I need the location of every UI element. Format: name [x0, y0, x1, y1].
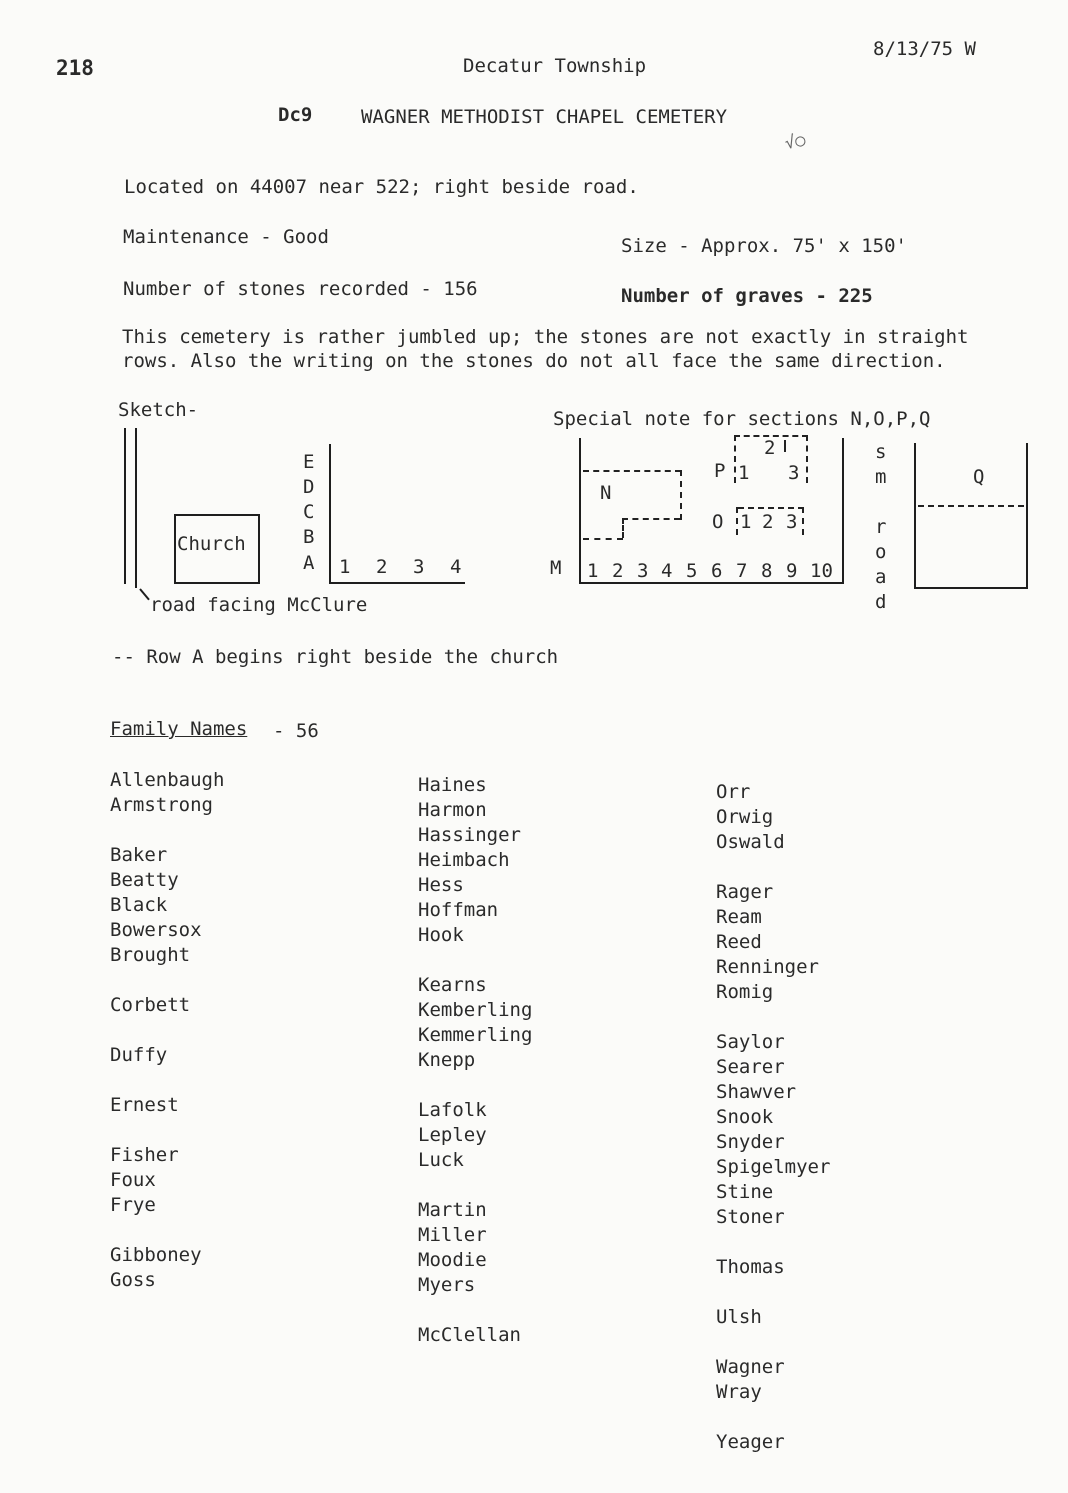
name-gap: [110, 818, 224, 843]
family-name: Foux: [110, 1169, 156, 1191]
family-name: Luck: [418, 1149, 464, 1171]
n-top-dash: [583, 470, 681, 472]
cemetery-name: WAGNER METHODIST CHAPEL CEMETERY: [361, 106, 728, 128]
township-title: Decatur Township: [463, 55, 647, 77]
family-name: Corbett: [110, 994, 191, 1016]
family-names-column-3: [716, 780, 830, 1455]
family-name: McClellan: [418, 1324, 521, 1346]
o-number-3: 3: [786, 511, 798, 533]
name-gap: [716, 1405, 830, 1430]
section-q-label: Q: [973, 466, 985, 488]
family-name: Spigelmyer: [716, 1156, 831, 1178]
section-o-label: O: [712, 511, 724, 533]
section-right-border: [842, 438, 844, 584]
m-number-2: 2: [612, 560, 624, 582]
family-name: Kemmerling: [418, 1024, 533, 1046]
special-note-title: Special note for sections N,O,P,Q: [553, 408, 931, 430]
road-label: road facing McClure: [150, 594, 368, 616]
family-name: Beatty: [110, 869, 179, 891]
name-gap: [110, 1018, 224, 1043]
p-number-2: 2: [764, 437, 776, 459]
family-name: Gibboney: [110, 1244, 202, 1266]
family-name: Orwig: [716, 806, 774, 828]
m-number-9: 9: [786, 560, 798, 582]
name-gap: [716, 855, 830, 880]
family-name: Renninger: [716, 956, 819, 978]
family-names-label: Family Names: [110, 718, 248, 740]
sketch-label: Sketch-: [118, 399, 199, 421]
name-gap: [110, 1118, 224, 1143]
o-left-dash: [736, 507, 738, 535]
name-gap: [418, 948, 532, 973]
family-name: Allenbaugh: [110, 769, 225, 791]
page-number: 218: [56, 56, 94, 80]
family-name: Ulsh: [716, 1306, 762, 1328]
family-name: Martin: [418, 1199, 487, 1221]
m-number-3: 3: [637, 560, 649, 582]
name-gap: [418, 1298, 532, 1323]
row-letter-d: D: [303, 476, 315, 498]
family-name: Romig: [716, 981, 774, 1003]
row-letter-b: B: [303, 526, 315, 548]
road-letter-s: s: [875, 441, 887, 463]
family-name: Ernest: [110, 1094, 179, 1116]
family-names-column-2: [418, 773, 532, 1348]
family-names-column-1: [110, 768, 224, 1293]
col-number-2: 2: [376, 556, 388, 578]
family-name: Wray: [716, 1381, 762, 1403]
section-n-label: N: [600, 482, 612, 504]
section-bottom-border: [579, 582, 843, 584]
family-name: Ream: [716, 906, 762, 928]
family-name: Oswald: [716, 831, 785, 853]
family-name: Lepley: [418, 1124, 487, 1146]
p-left-dash: [734, 435, 736, 483]
col-number-3: 3: [413, 556, 425, 578]
name-gap: [716, 1230, 830, 1255]
road-line-outer: [124, 428, 126, 584]
maintenance-line: Maintenance - Good: [123, 226, 329, 248]
sketch-axis-vertical: [329, 444, 331, 584]
road-arrow: [139, 588, 150, 600]
family-name: Hess: [418, 874, 464, 896]
description-line-1: This cemetery is rather jumbled up; the stones are not exactly in straight: [122, 326, 969, 348]
road-letter-a: a: [875, 566, 887, 588]
family-name: Snyder: [716, 1131, 785, 1153]
n-mid-dash: [622, 518, 680, 520]
family-name: Stine: [716, 1181, 774, 1203]
o-top-dash: [738, 507, 804, 509]
stones-line: Number of stones recorded - 156: [123, 278, 478, 300]
family-name: Lafolk: [418, 1099, 487, 1121]
m-number-8: 8: [761, 560, 773, 582]
sketch-axis-horizontal: [329, 582, 465, 584]
col-number-1: 1: [339, 556, 351, 578]
name-gap: [110, 1068, 224, 1093]
family-name: Haines: [418, 774, 487, 796]
name-gap: [418, 1173, 532, 1198]
family-name: Baker: [110, 844, 168, 866]
family-name: Heimbach: [418, 849, 510, 871]
family-name: Kearns: [418, 974, 487, 996]
road-letter-m: m: [875, 466, 887, 488]
family-name: Myers: [418, 1274, 476, 1296]
family-name: Hoffman: [418, 899, 499, 921]
church-label: Church: [177, 533, 246, 555]
family-name: Saylor: [716, 1031, 785, 1053]
family-name: Harmon: [418, 799, 487, 821]
q-right-border: [1026, 443, 1028, 589]
m-number-10: 10: [810, 560, 833, 582]
o-number-1: 1: [740, 511, 752, 533]
q-left-border: [914, 443, 916, 589]
location-line: Located on 44007 near 522; right beside road.: [124, 176, 639, 198]
road-letter-d: d: [875, 591, 887, 613]
p-number-3: 3: [788, 462, 800, 484]
n-right-dash: [680, 470, 682, 520]
o-number-2: 2: [762, 511, 774, 533]
name-gap: [716, 1330, 830, 1355]
o-right-dash: [802, 507, 804, 535]
family-name: Orr: [716, 781, 751, 803]
p-number-1: 1: [738, 462, 750, 484]
family-name: Hook: [418, 924, 464, 946]
name-gap: [110, 1218, 224, 1243]
family-name: Fisher: [110, 1144, 179, 1166]
family-name: Knepp: [418, 1049, 476, 1071]
p-mid-dash: [784, 440, 786, 452]
q-bottom-border: [914, 587, 1027, 589]
family-name: Searer: [716, 1056, 785, 1078]
description-line-2: rows. Also the writing on the stones do not all face the same direction.: [122, 350, 946, 372]
family-name: Kemberling: [418, 999, 533, 1021]
row-letter-e: E: [303, 451, 315, 473]
family-name: Wagner: [716, 1356, 785, 1378]
row-letter-a: A: [303, 552, 315, 574]
family-name: Goss: [110, 1269, 156, 1291]
family-names-count: - 56: [273, 720, 319, 742]
p-right-dash: [806, 435, 808, 483]
name-gap: [418, 1073, 532, 1098]
family-name: Duffy: [110, 1044, 168, 1066]
family-name: Thomas: [716, 1256, 785, 1278]
m-number-4: 4: [661, 560, 673, 582]
family-name: Black: [110, 894, 168, 916]
n-step-dash: [622, 518, 624, 538]
n-bottom-dash: [583, 538, 623, 540]
q-dash: [918, 505, 1024, 507]
family-name: Moodie: [418, 1249, 487, 1271]
m-number-5: 5: [686, 560, 698, 582]
family-name: Reed: [716, 931, 762, 953]
family-name: Yeager: [716, 1431, 785, 1453]
family-name: Shawver: [716, 1081, 797, 1103]
row-letter-c: C: [303, 501, 315, 523]
row-note: -- Row A begins right beside the church: [112, 646, 559, 668]
family-name: Armstrong: [110, 794, 213, 816]
check-mark: √○: [783, 130, 808, 154]
family-name: Stoner: [716, 1206, 785, 1228]
date-mark: 8/13/75 W: [873, 38, 976, 60]
family-name: Snook: [716, 1106, 774, 1128]
family-name: Bowersox: [110, 919, 202, 941]
name-gap: [716, 1005, 830, 1030]
section-left-border: [579, 438, 581, 584]
m-number-1: 1: [587, 560, 599, 582]
graves-line: Number of graves - 225: [621, 285, 873, 307]
name-gap: [110, 968, 224, 993]
col-number-4: 4: [450, 556, 462, 578]
road-letter-r: r: [875, 516, 887, 538]
name-gap: [716, 1280, 830, 1305]
family-name: Frye: [110, 1194, 156, 1216]
family-name: Miller: [418, 1224, 487, 1246]
size-line: Size - Approx. 75' x 150': [621, 235, 907, 257]
m-number-6: 6: [711, 560, 723, 582]
road-line-inner: [135, 428, 137, 588]
section-m-label: M: [550, 557, 562, 579]
family-name: Rager: [716, 881, 774, 903]
m-number-7: 7: [736, 560, 748, 582]
family-name: Brought: [110, 944, 191, 966]
family-name: Hassinger: [418, 824, 521, 846]
cemetery-code: Dc9: [278, 104, 313, 126]
road-letter-o: o: [875, 541, 887, 563]
section-p-label: P: [714, 460, 726, 482]
